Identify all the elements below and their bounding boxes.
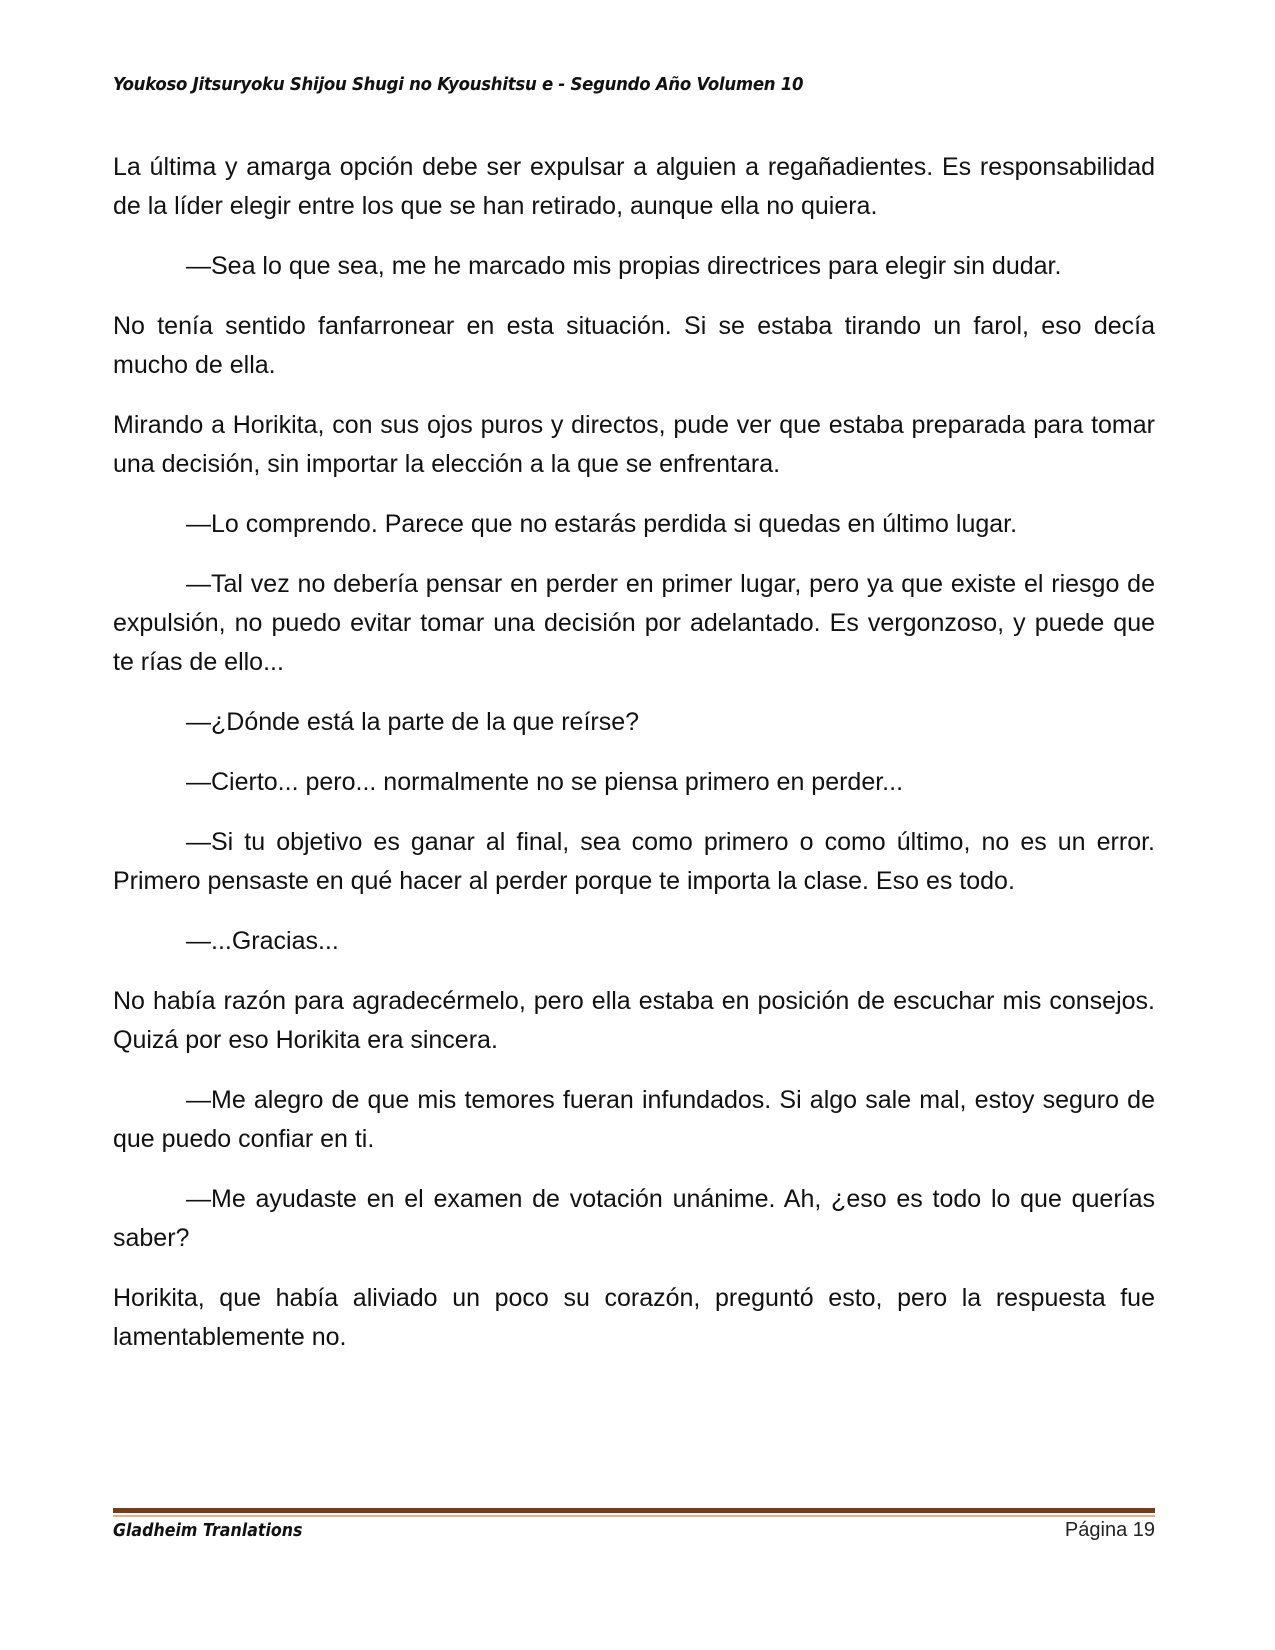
page-body bbox=[113, 148, 1155, 1378]
dialogue-paragraph: —Me alegro de que mis temores fueran infundados. Si algo sale mal, estoy seguro de que puedo confiar en ti. bbox=[113, 1086, 1155, 1153]
dialogue-paragraph: —Tal vez no debería pensar en perder en primer lugar, pero ya que existe el riesgo de expulsión, no puedo evitar tomar una decisión por adelantado. Es vergonzoso, y puede que te rías de ello... bbox=[113, 570, 1155, 676]
footer-credit: Gladheim Tranlations bbox=[113, 1520, 303, 1541]
dialogue-paragraph: —Si tu objetivo es ganar al final, sea como primero o como último, no es un error. Primero pensaste en qué hacer al perder porque te importa la clase. Eso es todo. bbox=[113, 828, 1155, 895]
dialogue-paragraph: —Me ayudaste en el examen de votación unánime. Ah, ¿eso es todo lo que querías saber? bbox=[113, 1185, 1155, 1252]
dialogue-paragraph: —Cierto... pero... normalmente no se piensa primero en perder... bbox=[186, 768, 904, 796]
page-number: Página 19 bbox=[1064, 1519, 1155, 1541]
dialogue-paragraph: —¿Dónde está la parte de la que reírse? bbox=[186, 708, 640, 736]
dialogue-paragraph: —Lo comprendo. Parece que no estarás perdida si quedas en último lugar. bbox=[186, 510, 1018, 538]
dialogue-paragraph: —Sea lo que sea, me he marcado mis propias directrices para elegir sin dudar. bbox=[186, 252, 1062, 280]
dialogue-paragraph: —...Gracias... bbox=[186, 927, 339, 955]
paragraph: No tenía sentido fanfarronear en esta situación. Si se estaba tirando un farol, eso decía mucho de ella. bbox=[113, 312, 1155, 379]
footer-rule bbox=[113, 1508, 1155, 1513]
paragraph: Mirando a Horikita, con sus ojos puros y directos, pude ver que estaba preparada para tomar una decisión, sin importar la elección a la que se enfrentara. bbox=[113, 411, 1155, 478]
paragraph: Horikita, que había aliviado un poco su corazón, preguntó esto, pero la respuesta fue lamentablemente no. bbox=[113, 1284, 1155, 1351]
paragraph: No había razón para agradecérmelo, pero ella estaba en posición de escuchar mis consejos. Quizá por eso Horikita era sincera. bbox=[113, 987, 1155, 1054]
paragraph: La última y amarga opción debe ser expulsar a alguien a regañadientes. Es responsabilidad de la líder elegir entre los que se han retirado, aunque ella no quiera. bbox=[113, 153, 1155, 220]
footer-rule-light bbox=[113, 1515, 1155, 1517]
running-header: Youkoso Jitsuryoku Shijou Shugi no Kyoushitsu e - Segundo Año Volumen 10 bbox=[113, 74, 804, 95]
